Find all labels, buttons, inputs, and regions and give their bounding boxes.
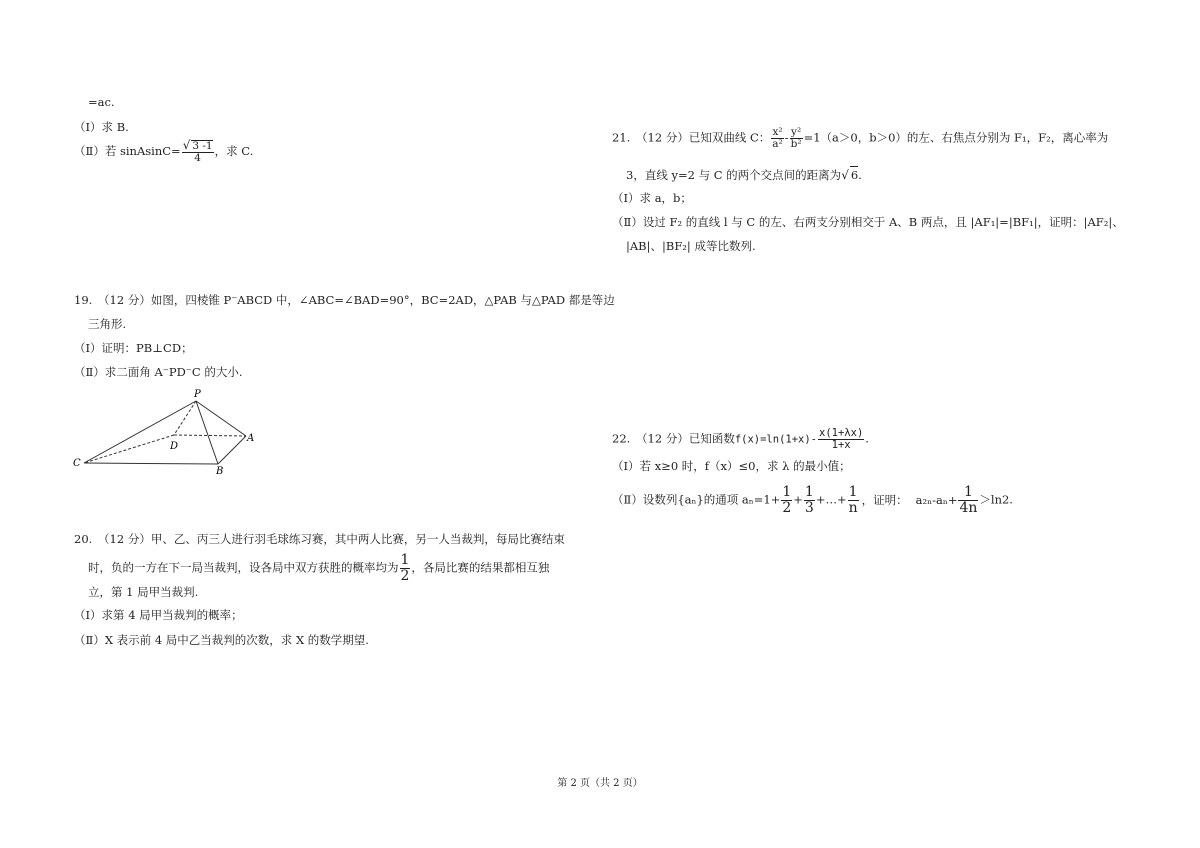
label-C: C [73, 458, 81, 469]
q20-part2: （Ⅱ）X 表示前 4 局中乙当裁判的次数，求 X 的数学期望. [74, 633, 369, 647]
radical-6: 6 [850, 168, 859, 182]
denominator: a² [772, 138, 783, 150]
q21-line2-end: . [858, 168, 862, 182]
q18-part1: （Ⅰ）求 B. [74, 120, 129, 134]
edge-PB [196, 401, 218, 464]
edge-CB [84, 463, 218, 464]
label-P: P [194, 389, 201, 400]
label-D: D [170, 441, 179, 452]
fraction-x2-a2 [771, 127, 783, 150]
q21-line1-text: 21. （12 分）已知双曲线 C： [612, 130, 771, 145]
edge-DC [84, 435, 174, 463]
q22-line1-text: 22. （12 分）已知函数 [612, 431, 735, 446]
inequality-rhs: ＞ln2. [979, 492, 1013, 507]
fraction-y2-b2 [790, 127, 803, 150]
label-B: B [216, 466, 224, 477]
q20-part1: （Ⅰ）求第 4 局甲当裁判的概率； [74, 608, 243, 622]
plus-sign: + [793, 492, 803, 507]
edge-PC [84, 401, 196, 463]
numerator: 1 [804, 484, 814, 500]
line-eq-ac: =ac. [88, 95, 115, 109]
numerator: y² [791, 126, 802, 138]
q21-line2: 3，直线 y=2 与 C 的两个交点间的距离为√ 6. [626, 168, 862, 182]
fraction-1-2 [781, 485, 792, 516]
minus-sign: - [784, 130, 789, 145]
q22-line1-end: . [865, 431, 869, 446]
q22-part2 [612, 485, 1013, 516]
q21-line1-end: =1（a＞0，b＞0）的左、右焦点分别为 F₁，F₂，离心率为 [803, 130, 1109, 145]
fraction-1-3 [804, 485, 815, 516]
q19-line2: 三角形. [88, 317, 127, 331]
q18-part2 [74, 140, 253, 164]
q20-line1: 20. （12 分）甲、乙、丙三人进行羽毛球练习赛，其中两人比赛，另一人当裁判，每局比赛结束 [74, 532, 565, 546]
fraction-lambda [818, 428, 864, 451]
function-expr: f(x)=ln(1+x)- [734, 433, 818, 446]
prove-label: ，证明： [861, 492, 908, 507]
numerator: x² [772, 126, 783, 138]
q19-part2: （Ⅱ）求二面角 A⁻PD⁻C 的大小. [74, 365, 243, 379]
denominator: 4n [959, 500, 978, 516]
q19-line1: 19. （12 分）如图，四棱锥 P⁻ABCD 中，∠ABC=∠BAD=90°，BC=2AD，△PAB 与△PAD 都是等边 [74, 293, 615, 307]
q19-part1: （Ⅰ）证明：PB⊥CD； [74, 341, 193, 355]
edge-PA [196, 401, 246, 436]
numerator: x(1+λx) [819, 427, 864, 439]
fraction: $\frac{√ 3 -1}{4}$ [182, 138, 213, 164]
q21-line2-text: 3，直线 y=2 与 C 的两个交点间的距离为 [626, 168, 842, 182]
fraction-1-4n [958, 485, 978, 516]
q21-part1: （Ⅰ）求 a，b； [612, 191, 692, 205]
denominator: n [848, 500, 858, 516]
q21-part2-cont: |AB|、|BF₂| 成等比数列. [626, 239, 756, 253]
q22-part2-text: （Ⅱ）设数列{aₙ}的通项 aₙ=1+ [612, 492, 781, 507]
q18-part2-end: ，求 C. [214, 144, 254, 158]
q18-part2-text: （Ⅱ）若 sinAsinC= [74, 144, 181, 158]
q22-part1: （Ⅰ）若 x≥0 时，f（x）≤0，求 λ 的最小值； [612, 459, 851, 473]
edge-PD [174, 401, 196, 435]
fraction-1-n [848, 485, 859, 516]
fraction-half [400, 553, 411, 584]
pyramid-figure [70, 388, 270, 478]
q21-part2: （Ⅱ）设过 F₂ 的直线 l 与 C 的左、右两支分别相交于 A、B 两点，且 |AF₁|=|BF₁|，证明：|AF₂|、 [612, 215, 1124, 229]
q21-line1 [612, 127, 1108, 150]
q20-line2 [88, 553, 549, 584]
denominator: 4 [194, 152, 201, 164]
q20-line2-text: 时，负的一方在下一局当裁判，设各局中双方获胜的概率均为 [88, 560, 399, 575]
denominator: 3 [804, 500, 814, 516]
denominator: 2 [782, 500, 792, 516]
numerator: 1 [400, 552, 410, 568]
numerator: 1 [958, 485, 978, 501]
denominator: 1+x [831, 439, 851, 451]
denominator: 2 [400, 568, 410, 584]
page-footer: 第 2 页（共 2 页） [557, 778, 643, 789]
numerator: 1 [782, 484, 792, 500]
label-A: A [247, 433, 255, 444]
denominator: b² [790, 138, 802, 150]
q20-line3: 立，第 1 局甲当裁判. [88, 585, 199, 599]
edge-DA [174, 435, 246, 436]
ellipsis-sum: +…+ [815, 492, 847, 507]
radical: 3 -1 [192, 140, 213, 152]
q22-line1 [612, 428, 869, 451]
q20-line2-end: ，各局比赛的结果都相互独 [411, 560, 550, 575]
inequality-lhs: a₂ₙ-aₙ+ [915, 492, 958, 507]
numerator: 1 [848, 484, 858, 500]
edge-BA [218, 436, 246, 464]
